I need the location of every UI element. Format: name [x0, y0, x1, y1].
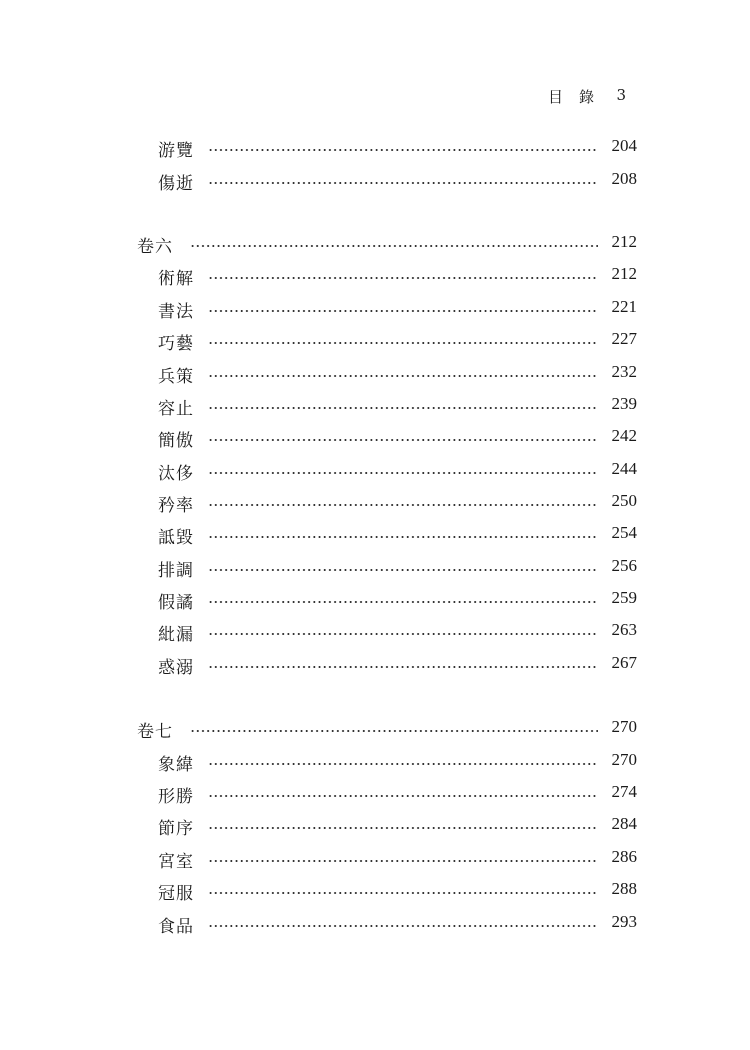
- toc-entry[interactable]: [0, 394, 750, 420]
- dot-leader: [208, 310, 598, 312]
- toc-entry-page: 208: [611, 169, 637, 188]
- toc-chapter-label: 卷七: [137, 722, 173, 742]
- toc-entry-label: 容止: [158, 399, 194, 419]
- toc-entry[interactable]: [0, 362, 750, 388]
- toc-entry-page: 244: [611, 459, 637, 478]
- toc-chapter-label: 卷六: [137, 237, 173, 257]
- toc-entry[interactable]: [0, 297, 750, 323]
- dot-leader: [208, 536, 598, 538]
- toc-entry[interactable]: [0, 459, 750, 485]
- toc-entry-page: 263: [611, 620, 637, 639]
- toc-entry-label: 術解: [158, 269, 194, 289]
- toc-entry-page: 267: [611, 653, 637, 672]
- toc-entry-label: 惑溺: [158, 658, 194, 678]
- toc-entry[interactable]: [0, 912, 750, 938]
- toc-entry-label: 冠服: [158, 884, 194, 904]
- toc-entry-label: 傷逝: [158, 174, 194, 194]
- dot-leader: [208, 182, 598, 184]
- toc-entry-page: 286: [611, 847, 637, 866]
- toc-entry[interactable]: [0, 814, 750, 840]
- dot-leader: [208, 860, 598, 862]
- dot-leader: [208, 795, 598, 797]
- toc-entry-page: 239: [611, 394, 637, 413]
- toc-entry-page: 227: [611, 329, 637, 348]
- toc-entry-page: 274: [611, 782, 637, 801]
- toc-entry-label: 宮室: [158, 852, 194, 872]
- toc-entry-label: 詆毀: [158, 528, 194, 548]
- toc-entry-label: 象緯: [158, 755, 194, 775]
- toc-entry-page: 259: [611, 588, 637, 607]
- toc-entry[interactable]: [0, 653, 750, 679]
- toc-entry-label: 假譎: [158, 593, 194, 613]
- dot-leader: [208, 375, 598, 377]
- toc-entry[interactable]: [0, 879, 750, 905]
- toc-entry-label: 排調: [158, 561, 194, 581]
- toc-entry[interactable]: [0, 329, 750, 355]
- toc-entry-label: 食品: [158, 917, 194, 937]
- dot-leader: [208, 472, 598, 474]
- toc-entry-label: 矜率: [158, 496, 194, 516]
- toc-entry[interactable]: [0, 523, 750, 549]
- toc-entry-label: 巧藝: [158, 334, 194, 354]
- toc-entry-label: 兵策: [158, 367, 194, 387]
- toc-entry[interactable]: [0, 620, 750, 646]
- toc-entry-page: 254: [611, 523, 637, 542]
- toc-entry-page: 270: [611, 750, 637, 769]
- dot-leader: [208, 504, 598, 506]
- toc-entry-page: 212: [611, 232, 637, 251]
- toc-entry-label: 簡傲: [158, 431, 194, 451]
- dot-leader: [190, 245, 598, 247]
- dot-leader: [208, 763, 598, 765]
- dot-leader: [208, 277, 598, 279]
- toc-entry[interactable]: [0, 750, 750, 776]
- toc-entry-page: 250: [611, 491, 637, 510]
- dot-leader: [208, 342, 598, 344]
- toc-entry-label: 形勝: [158, 787, 194, 807]
- toc-entry-page: 256: [611, 556, 637, 575]
- toc-entry-page: 242: [611, 426, 637, 445]
- dot-leader: [208, 407, 598, 409]
- toc-chapter-entry[interactable]: [0, 717, 750, 743]
- running-head-title: 目錄: [548, 88, 611, 106]
- dot-leader: [208, 925, 598, 927]
- toc-entry[interactable]: [0, 847, 750, 873]
- toc-entry-label: 游覽: [158, 141, 194, 161]
- toc-entry[interactable]: [0, 491, 750, 517]
- dot-leader: [208, 892, 598, 894]
- page-number: 3: [616, 86, 626, 104]
- dot-leader: [208, 666, 598, 668]
- toc-entry[interactable]: [0, 169, 750, 195]
- toc-entry[interactable]: [0, 588, 750, 614]
- toc-entry[interactable]: [0, 264, 750, 290]
- dot-leader: [208, 439, 598, 441]
- toc-entry-page: 288: [611, 879, 637, 898]
- dot-leader: [208, 633, 598, 635]
- toc-chapter-entry[interactable]: [0, 232, 750, 258]
- toc-entry-page: 270: [611, 717, 637, 736]
- dot-leader: [208, 601, 598, 603]
- toc-entry-label: 汰侈: [158, 464, 194, 484]
- toc-entry-page: 204: [611, 136, 637, 155]
- toc-entry[interactable]: [0, 136, 750, 162]
- dot-leader: [208, 149, 598, 151]
- toc-entry-page: 284: [611, 814, 637, 833]
- toc-entry-page: 221: [611, 297, 637, 316]
- dot-leader: [190, 730, 598, 732]
- toc-entry-page: 293: [611, 912, 637, 931]
- toc-entry[interactable]: [0, 426, 750, 452]
- toc-entry-label: 節序: [158, 819, 194, 839]
- dot-leader: [208, 827, 598, 829]
- toc-entry[interactable]: [0, 556, 750, 582]
- toc-entry-page: 212: [611, 264, 637, 283]
- toc-entry-label: 紕漏: [158, 625, 194, 645]
- toc-entry-page: 232: [611, 362, 637, 381]
- dot-leader: [208, 569, 598, 571]
- toc-entry[interactable]: [0, 782, 750, 808]
- toc-entry-label: 書法: [158, 302, 194, 322]
